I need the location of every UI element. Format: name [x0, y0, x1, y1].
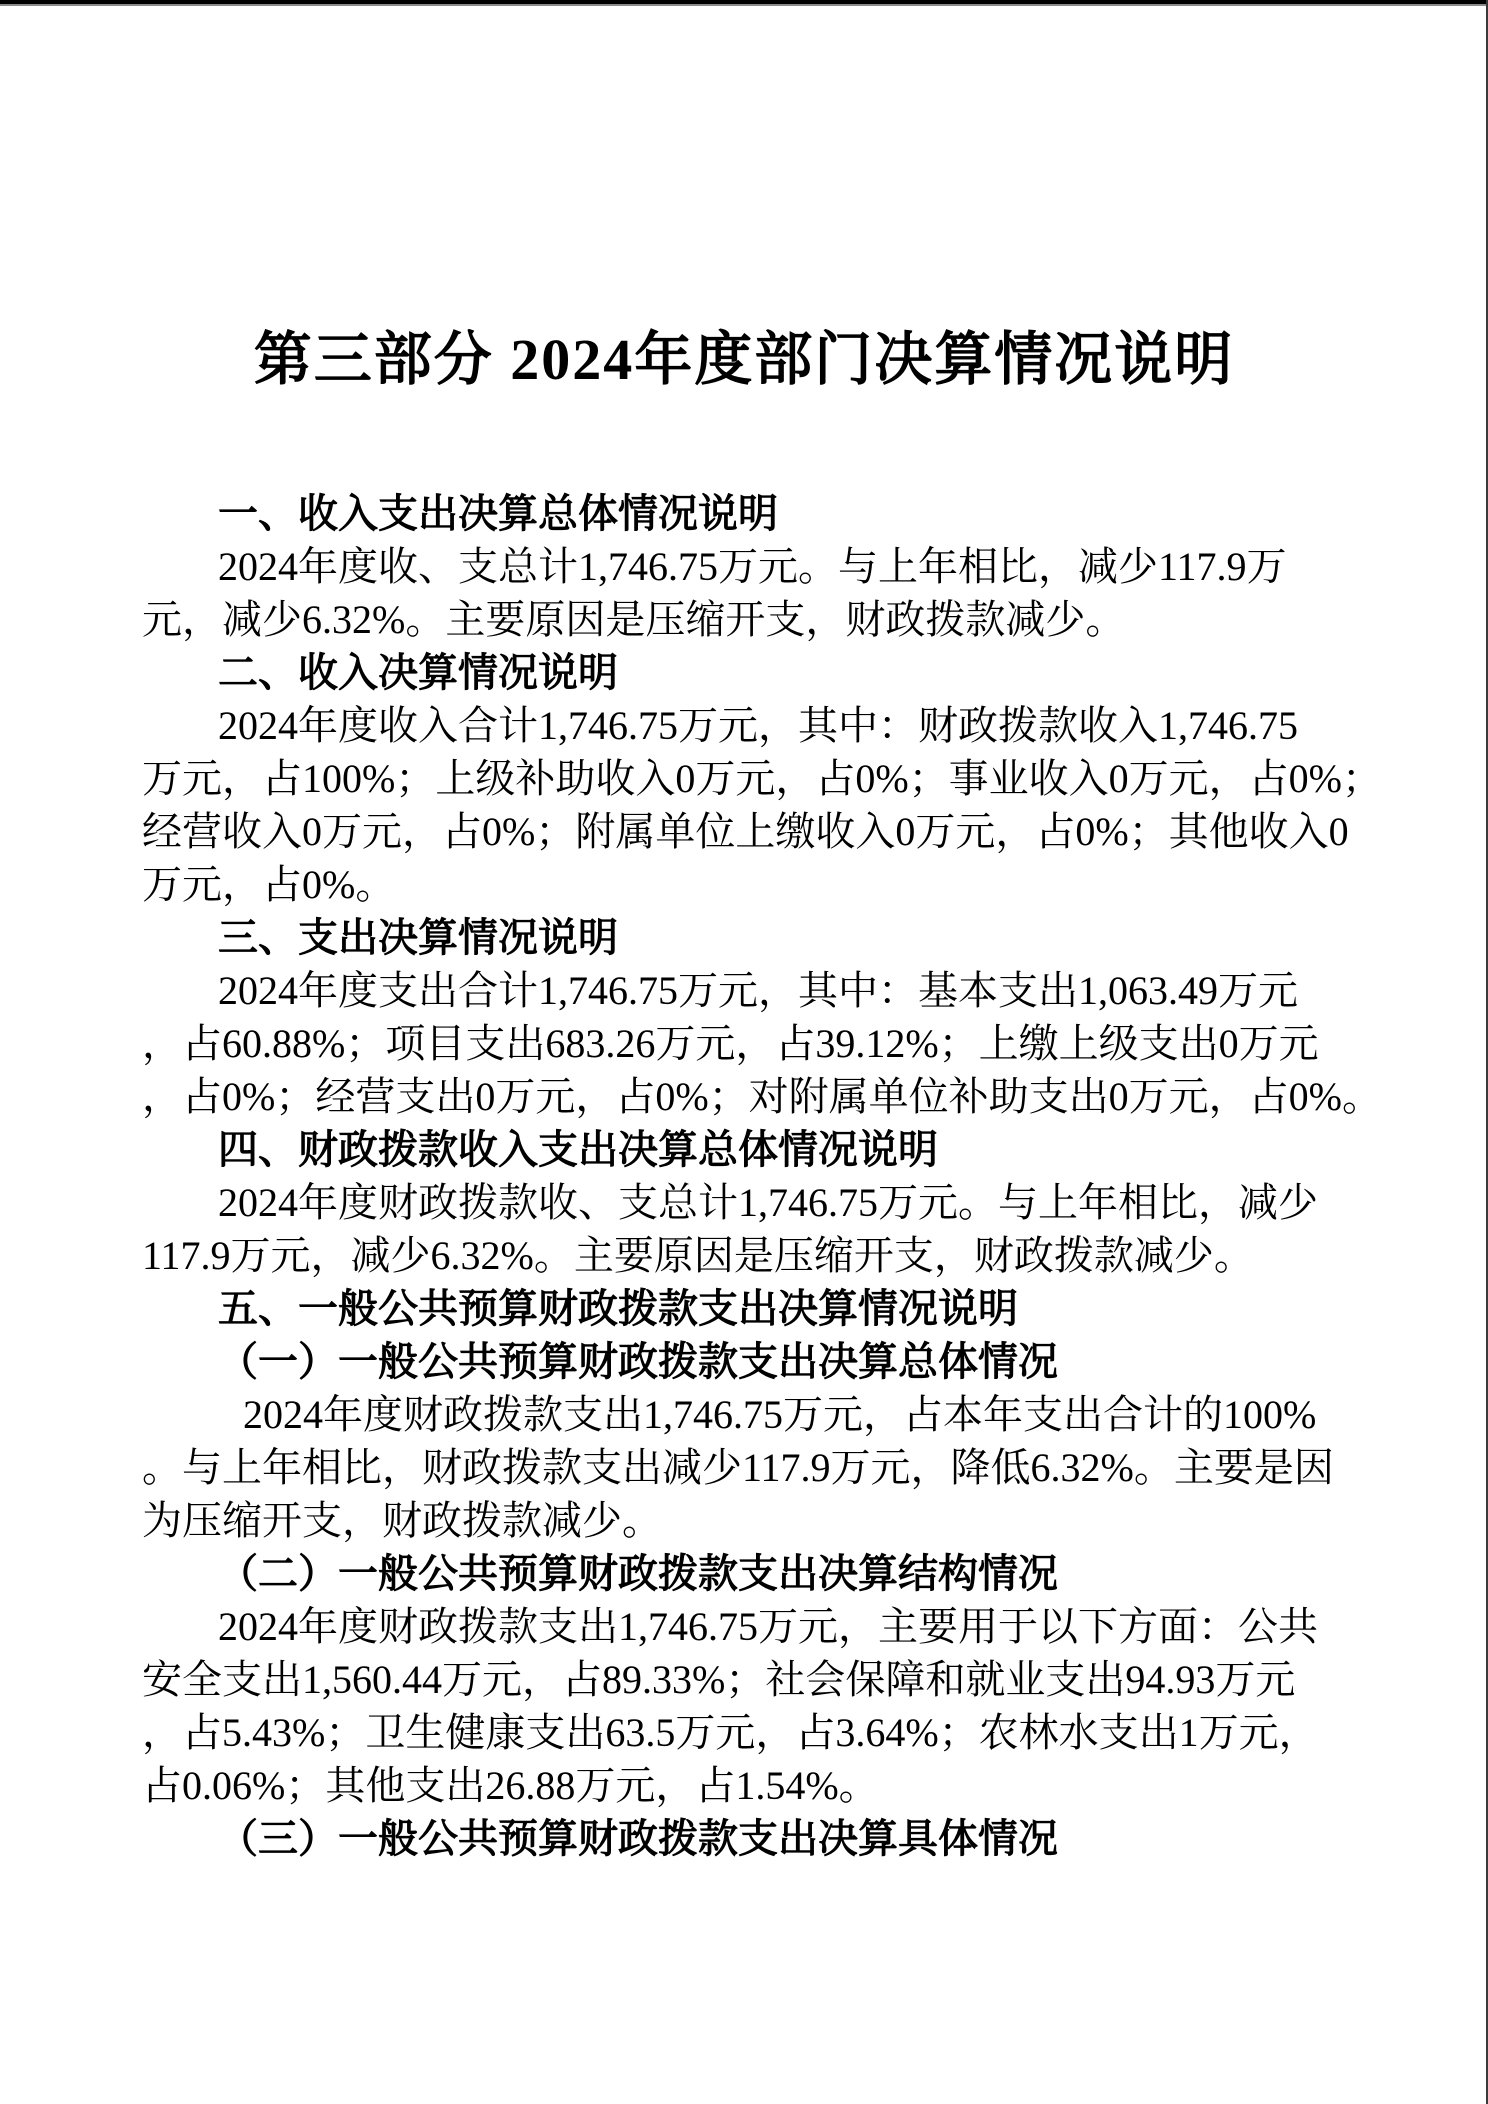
- page-top-edge-shadow: [0, 4, 1488, 6]
- text-line: 经营收入0万元，占0%；附属单位上缴收入0万元，占0%；其他收入0: [142, 809, 1349, 854]
- text-line: ，占0%；经营支出0万元，占0%；对附属单位补助支出0万元，占0%。: [142, 1074, 1382, 1119]
- text-line: 万元，占100%；上级补助收入0万元，占0%；事业收入0万元，占0%；: [142, 756, 1382, 801]
- text-line: 2024年度收入合计1,746.75万元，其中：财政拨款收入1,746.75: [218, 703, 1298, 748]
- text-line: ，占5.43%；卫生健康支出63.5万元，占3.64%；农林水支出1万元，: [142, 1710, 1319, 1755]
- text-line: 元，减少6.32%。主要原因是压缩开支，财政拨款减少。: [142, 597, 1126, 642]
- text-line: 2024年度收、支总计1,746.75万元。与上年相比，减少117.9万: [218, 544, 1287, 589]
- document-title: 第三部分 2024年度部门决算情况说明: [253, 327, 1235, 392]
- heading-line: 三、支出决算情况说明: [218, 915, 618, 960]
- text-line: 2024年度支出合计1,746.75万元，其中：基本支出1,063.49万元: [218, 968, 1298, 1013]
- text-line: 2024年度财政拨款支出1,746.75万元，占本年支出合计的100%: [243, 1392, 1317, 1437]
- heading-line: 一、收入支出决算总体情况说明: [218, 491, 778, 536]
- text-line: 117.9万元，减少6.32%。主要原因是压缩开支，财政拨款减少。: [142, 1233, 1254, 1278]
- heading-line: 二、收入决算情况说明: [218, 650, 618, 695]
- text-line: 。与上年相比，财政拨款支出减少117.9万元，降低6.32%。主要是因: [142, 1445, 1334, 1490]
- text-line: 2024年度财政拨款收、支总计1,746.75万元。与上年相比，减少: [218, 1180, 1318, 1225]
- text-line: 万元，占0%。: [142, 862, 396, 907]
- text-line: 占0.06%；其他支出26.88万元，占1.54%。: [142, 1763, 879, 1808]
- text-line: 为压缩开支，财政拨款减少。: [142, 1498, 662, 1543]
- heading-line: （三）一般公共预算财政拨款支出决算具体情况: [218, 1816, 1058, 1861]
- heading-line: 四、财政拨款收入支出决算总体情况说明: [218, 1127, 938, 1172]
- heading-line: 五、一般公共预算财政拨款支出决算情况说明: [218, 1286, 1018, 1331]
- text-line: ，占60.88%；项目支出683.26万元，占39.12%；上缴上级支出0万元: [142, 1021, 1319, 1066]
- text-line: 2024年度财政拨款支出1,746.75万元，主要用于以下方面：公共: [218, 1604, 1318, 1649]
- heading-line: （一）一般公共预算财政拨款支出决算总体情况: [218, 1339, 1058, 1384]
- text-line: 安全支出1,560.44万元，占89.33%；社会保障和就业支出94.93万元: [142, 1657, 1296, 1702]
- document-body: [142, 487, 1382, 1865]
- heading-line: （二）一般公共预算财政拨款支出决算结构情况: [218, 1551, 1058, 1596]
